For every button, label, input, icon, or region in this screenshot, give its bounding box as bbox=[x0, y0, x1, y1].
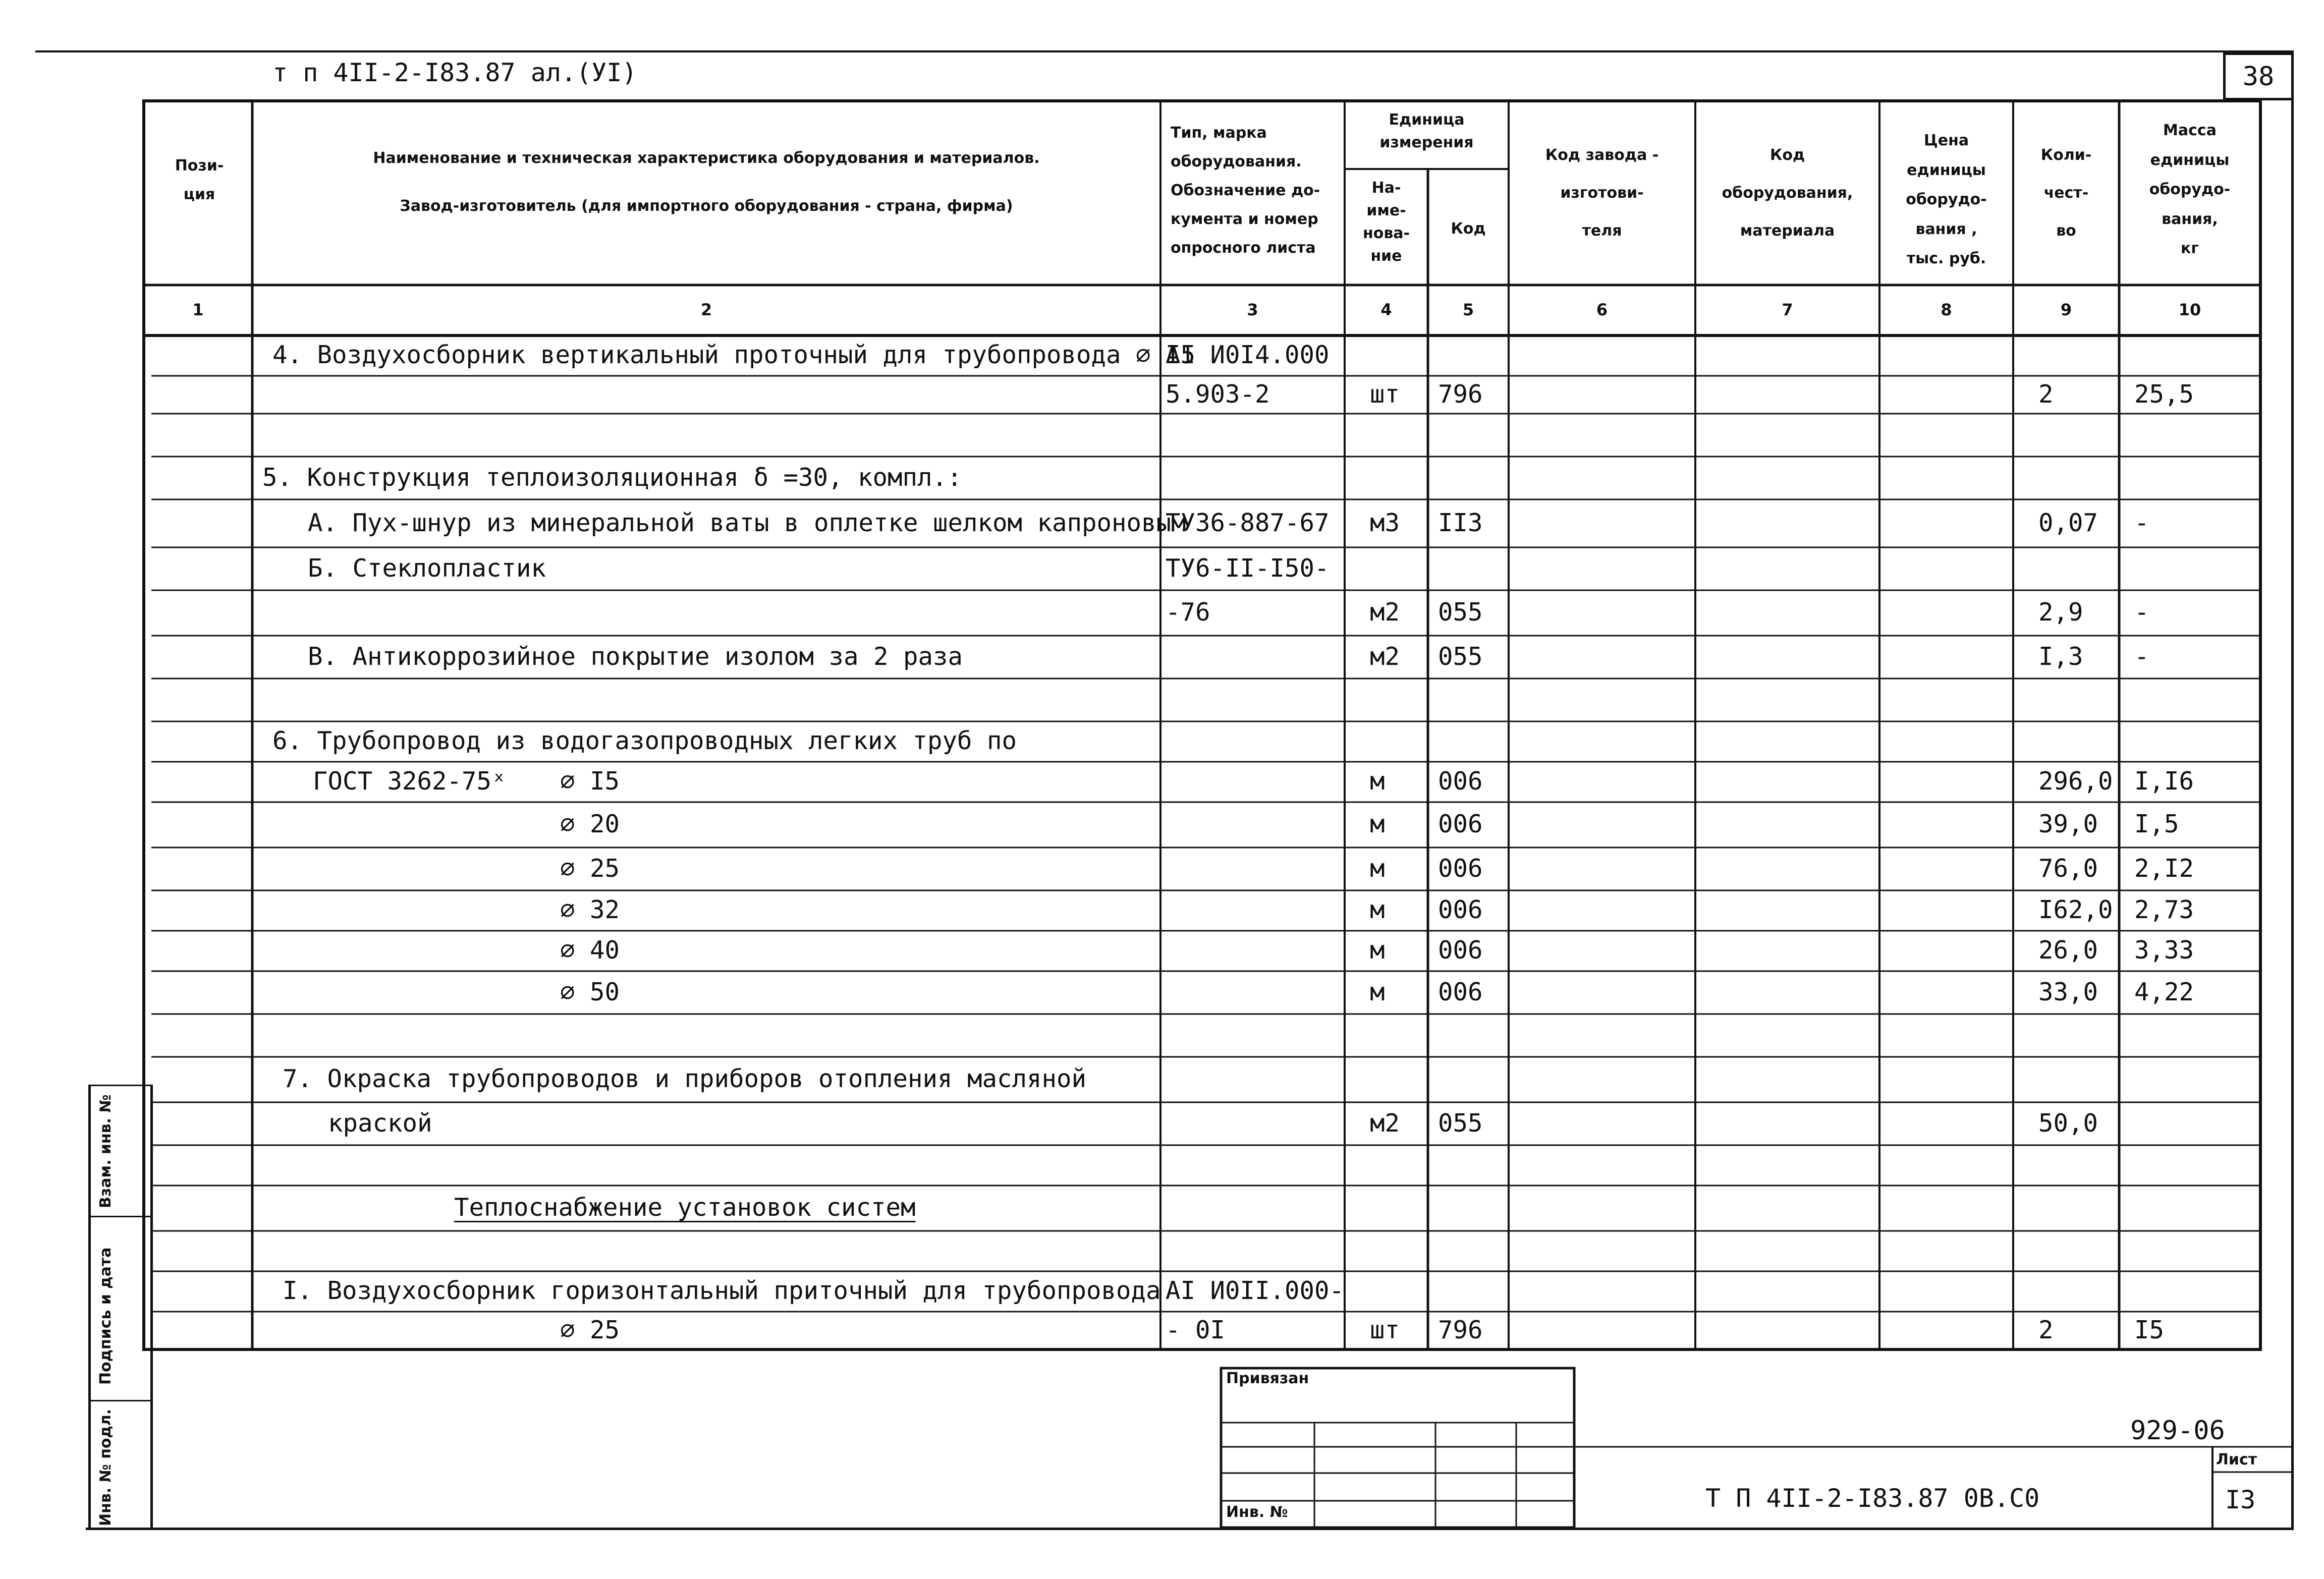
side-label-signature-date: Подпись и дата bbox=[97, 1247, 115, 1385]
header-unit-code: Код bbox=[1451, 220, 1486, 238]
row-mass: 25,5 bbox=[2134, 379, 2194, 409]
row-diameter: ⌀ I5 bbox=[560, 767, 620, 796]
column-number: 3 bbox=[1247, 300, 1258, 319]
row-mass: 4,22 bbox=[2134, 977, 2194, 1006]
row-quantity: 2 bbox=[2038, 379, 2054, 409]
header-mass: Масса единицы оборудо- вания, кг bbox=[2149, 122, 2231, 257]
row-type: ТУ6-II-I50- bbox=[1166, 553, 1330, 583]
row-unit: шт bbox=[1370, 1315, 1400, 1344]
header-unit-name: На- име- нова- ние bbox=[1362, 179, 1410, 265]
row-name: 7. Окраска трубопроводов и приборов отопления масляной bbox=[283, 1064, 1087, 1093]
row-type: ТУ36-887-67 bbox=[1166, 508, 1330, 537]
header-price: Цена единицы оборудо- вания , тыс. руб. bbox=[1906, 132, 1987, 267]
row-unit-code: 006 bbox=[1438, 854, 1483, 883]
row-name: 4. Воздухосборник вертикальный проточный для трубопровода ⌀ I5 bbox=[272, 341, 1196, 369]
column-number: 6 bbox=[1596, 300, 1608, 319]
row-mass: - bbox=[2134, 598, 2149, 627]
header-name-line2: Завод-изготовитель (для импортного оборудования - страна, фирма) bbox=[400, 197, 1013, 215]
row-diameter: ⌀ 25 bbox=[560, 1315, 620, 1344]
row-unit-code: 055 bbox=[1438, 598, 1483, 627]
header-position: Пози- ция bbox=[175, 157, 224, 203]
row-unit-code: 796 bbox=[1438, 1315, 1483, 1344]
document-code: Т П 4II-2-I83.87 0В.С0 bbox=[1705, 1484, 2040, 1513]
row-unit: м bbox=[1370, 854, 1385, 883]
row-mass: 2,73 bbox=[2134, 895, 2194, 924]
column-number: 5 bbox=[1462, 300, 1474, 319]
row-diameter: ⌀ 20 bbox=[560, 810, 620, 838]
row-quantity: 39,0 bbox=[2038, 810, 2098, 838]
list-number: I3 bbox=[2225, 1485, 2256, 1514]
row-name: Б. Стеклопластик bbox=[308, 553, 546, 583]
row-unit: м2 bbox=[1370, 598, 1400, 627]
column-number: 9 bbox=[2060, 300, 2072, 319]
column-number: 4 bbox=[1380, 300, 1392, 319]
row-type: - 0I bbox=[1166, 1315, 1226, 1344]
stamp-privyazan: Привязан bbox=[1226, 1370, 1309, 1387]
row-unit: м2 bbox=[1370, 642, 1400, 671]
row-mass: I5 bbox=[2134, 1315, 2165, 1344]
row-mass: - bbox=[2134, 642, 2149, 671]
column-number: 10 bbox=[2178, 300, 2201, 319]
stamp-inv-no: Инв. № bbox=[1226, 1503, 1288, 1521]
archive-number: 929-06 bbox=[2130, 1416, 2225, 1446]
row-mass: - bbox=[2134, 508, 2149, 537]
row-unit: м bbox=[1370, 936, 1385, 965]
row-unit: шт bbox=[1370, 379, 1400, 409]
row-unit-code: 006 bbox=[1438, 977, 1483, 1006]
row-diameter: ⌀ 32 bbox=[560, 895, 620, 924]
row-diameter: ⌀ 40 bbox=[560, 936, 620, 965]
row-type: -76 bbox=[1166, 598, 1210, 627]
row-diameter: ⌀ 25 bbox=[560, 854, 620, 883]
row-quantity: 76,0 bbox=[2038, 854, 2098, 883]
row-mass: I,I6 bbox=[2134, 767, 2194, 796]
side-label-replaced-inv: Взам. инв. № bbox=[97, 1094, 115, 1208]
row-unit: м bbox=[1370, 767, 1385, 796]
row-unit: м bbox=[1370, 977, 1385, 1006]
header-type: Тип, марка оборудования. Обозначение до- кумента и номер опросного листа bbox=[1171, 124, 1320, 257]
row-quantity: 2,9 bbox=[2038, 598, 2083, 627]
header-equipment-code: Код оборудования, материала bbox=[1722, 146, 1853, 240]
row-quantity: 296,0 bbox=[2038, 767, 2113, 796]
row-name: В. Антикоррозийное покрытие изолом за 2 раза bbox=[308, 642, 963, 671]
row-name: 5. Конструкция теплоизоляционная δ =30, компл.: bbox=[262, 463, 962, 492]
row-mass: 3,33 bbox=[2134, 936, 2194, 965]
sheet-number-top: 38 bbox=[2223, 52, 2294, 100]
row-unit-code: 055 bbox=[1438, 642, 1483, 671]
row-quantity: 26,0 bbox=[2038, 936, 2098, 965]
row-unit: м2 bbox=[1370, 1108, 1400, 1138]
row-quantity: 0,07 bbox=[2038, 508, 2098, 537]
row-unit-code: 006 bbox=[1438, 767, 1483, 796]
side-label-inv-original: Инв. № подл. bbox=[97, 1408, 115, 1526]
row-unit-code: 796 bbox=[1438, 379, 1483, 409]
row-diameter: ⌀ 50 bbox=[560, 977, 620, 1006]
row-type: 5.903-2 bbox=[1166, 379, 1270, 409]
row-unit-code: 006 bbox=[1438, 895, 1483, 924]
row-mass: I,5 bbox=[2134, 810, 2179, 838]
row-name: ГОСТ 3262-75ˣ bbox=[313, 767, 507, 796]
row-mass: 2,I2 bbox=[2134, 854, 2194, 883]
row-unit: м bbox=[1370, 810, 1385, 838]
header-unit: Единица измерения bbox=[1379, 111, 1474, 151]
list-label: Лист bbox=[2216, 1451, 2257, 1469]
row-unit-code: 006 bbox=[1438, 810, 1483, 838]
row-unit-code: 055 bbox=[1438, 1108, 1483, 1138]
row-quantity: I,3 bbox=[2038, 642, 2083, 671]
top-document-code: т п 4II-2-I83.87 ал.(УI) bbox=[272, 58, 637, 87]
row-unit: м3 bbox=[1370, 508, 1400, 537]
row-quantity: 2 bbox=[2038, 1315, 2054, 1344]
row-name: краской bbox=[328, 1108, 432, 1138]
row-name: 6. Трубопровод из водогазопроводных легких труб по bbox=[272, 726, 1017, 755]
row-quantity: 50,0 bbox=[2038, 1108, 2098, 1138]
row-unit-code: II3 bbox=[1438, 508, 1483, 537]
column-number: 7 bbox=[1782, 300, 1793, 319]
row-name: Теплоснабжение установок систем bbox=[454, 1193, 916, 1222]
row-quantity: 33,0 bbox=[2038, 977, 2098, 1006]
row-type: АI И0I4.000 bbox=[1166, 341, 1330, 369]
header-quantity: Коли- чест- во bbox=[2040, 146, 2092, 240]
row-quantity: I62,0 bbox=[2038, 895, 2113, 924]
column-number: 2 bbox=[700, 300, 712, 319]
column-number: 1 bbox=[192, 300, 204, 319]
row-unit-code: 006 bbox=[1438, 936, 1483, 965]
column-number: 8 bbox=[1941, 300, 1952, 319]
header-plant-code: Код завода - изготови- теля bbox=[1545, 146, 1659, 240]
row-unit: м bbox=[1370, 895, 1385, 924]
row-name: I. Воздухосборник горизонтальный приточный для трубопровода bbox=[283, 1276, 1161, 1305]
row-type: АI И0II.000- bbox=[1166, 1276, 1345, 1305]
header-name-line1: Наименование и техническая характеристика оборудования и материалов. bbox=[373, 149, 1040, 167]
row-name: А. Пух-шнур из минеральной ваты в оплетке шелком капроновым bbox=[308, 508, 1186, 537]
